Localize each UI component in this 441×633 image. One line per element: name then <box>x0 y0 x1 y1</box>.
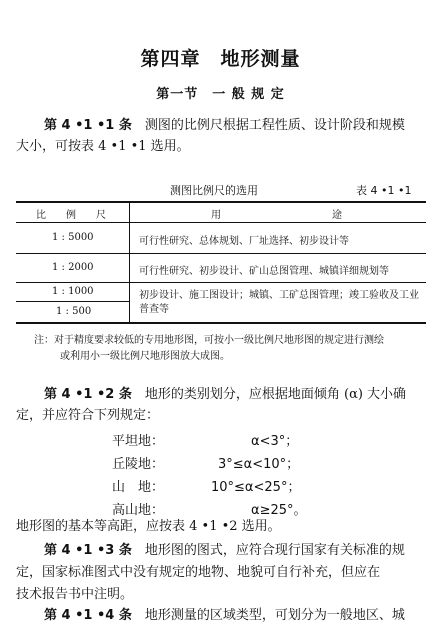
section-title: 第一节 一 般 规 定 <box>156 87 285 102</box>
article-text: 地形图的图式，应符合现行国家有关标准的规 <box>144 543 405 558</box>
table-cell-use: 可行性研究、初步设计、矿山总图管理、城镇详细规划等 <box>139 266 389 277</box>
article-4-1-4-line-1 <box>44 605 405 626</box>
table-row-rule <box>16 301 129 302</box>
table-top-rule <box>16 201 426 203</box>
article-4-1-1-line-2: 大小，可按表 4 •1 •1 选用。 <box>16 139 190 154</box>
contour-interval-note: 地形图的基本等高距，应按表 4 •1 •2 选用。 <box>16 519 281 534</box>
terrain-name: 丘陵地： <box>112 457 165 472</box>
terrain-condition: α<3°； <box>251 434 299 449</box>
article-4-1-3-line-3: 技术报告书中注明。 <box>16 587 134 602</box>
table-number: 表 4 •1 •1 <box>356 184 412 197</box>
article-4-1-3-line-2: 定，国家标准图式中没有规定的地物、地貌可自行补充，但应在 <box>16 565 381 580</box>
article-4-1-2-line-1 <box>44 384 406 405</box>
table-cell-use: 初步设计、施工图设计；城镇、工矿总图管理；竣工验收及工业普查等 <box>139 290 419 315</box>
table-header-use: 途 <box>332 210 342 221</box>
table-header-use: 用 <box>211 210 221 221</box>
chapter-title: 第四章 地形测量 <box>140 48 301 70</box>
table-cell-scale: 1 : 1000 <box>52 286 94 297</box>
table-cell-scale: 1 : 5000 <box>52 232 94 243</box>
table-header-rule <box>16 222 426 223</box>
table-bottom-rule <box>16 322 426 324</box>
article-number: 第 4 •1 •4 条 <box>44 608 132 623</box>
article-4-1-3-line-1 <box>44 540 405 561</box>
table-cell-scale: 1 : 500 <box>56 306 92 317</box>
terrain-condition: 3°≤α<10°； <box>218 457 300 472</box>
article-text: 地形测量的区域类型，可划分为一般地区、城 <box>144 608 405 623</box>
article-text: 测图的比例尺根据工程性质、设计阶段和规模 <box>144 118 405 133</box>
terrain-condition: α≥25°。 <box>251 503 307 518</box>
table-cell-scale: 1 : 2000 <box>52 262 94 273</box>
table-header-scale: 比 例 尺 <box>36 210 106 221</box>
article-number: 第 4 •1 •1 条 <box>44 118 132 133</box>
table-cell-use: 可行性研究、总体规划、厂址选择、初步设计等 <box>139 236 349 247</box>
terrain-name: 山 地： <box>112 480 165 495</box>
terrain-name: 高山地： <box>112 503 165 518</box>
table-caption: 测图比例尺的选用 <box>170 184 258 197</box>
article-number: 第 4 •1 •3 条 <box>44 543 132 558</box>
article-4-1-1-line-1 <box>44 115 405 136</box>
table-row-rule <box>16 253 426 254</box>
table-row-rule <box>16 282 426 283</box>
table-note-line-1: 注：对于精度要求较低的专用地形图，可按小一级比例尺地形图的规定进行测绘 <box>34 335 384 346</box>
terrain-name: 平坦地： <box>112 434 165 449</box>
article-text: 地形的类别划分，应根据地面倾角 (α) 大小确 <box>144 387 407 402</box>
terrain-condition: 10°≤α<25°； <box>211 480 301 495</box>
article-number: 第 4 •1 •2 条 <box>44 387 132 402</box>
table-column-divider <box>129 202 130 322</box>
article-4-1-2-line-2: 定，并应符合下列规定： <box>16 408 160 423</box>
table-note-line-2: 或利用小一级比例尺地形图放大成图。 <box>60 351 230 362</box>
